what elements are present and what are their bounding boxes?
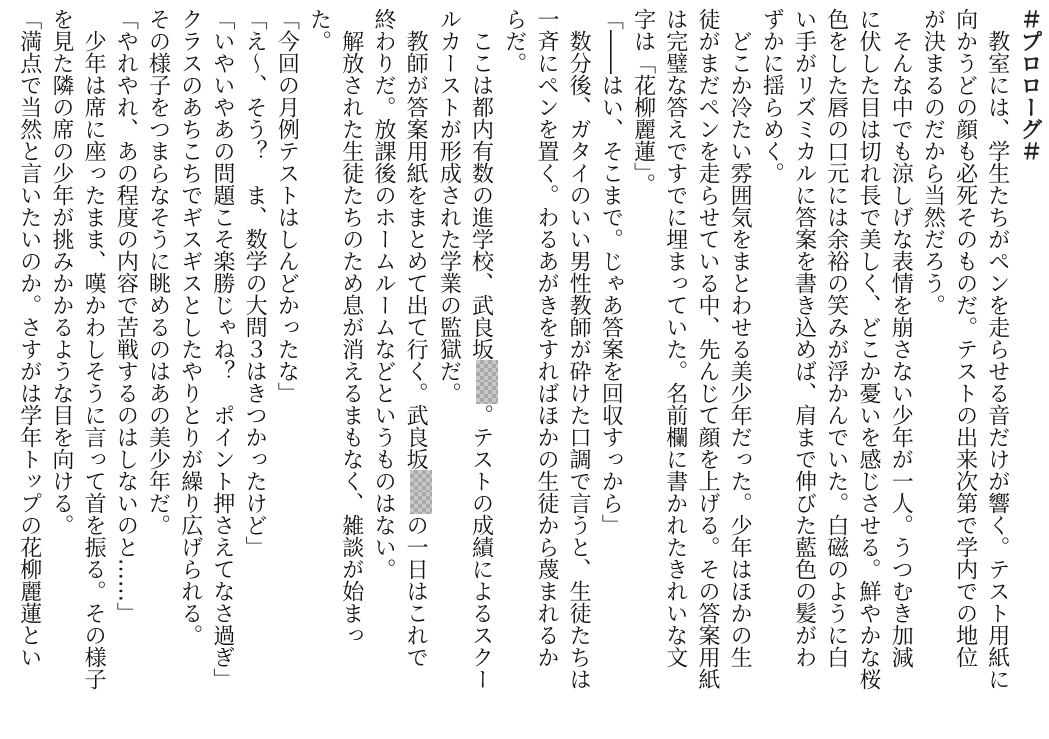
text-line: 数分後、ガタイのいい男性教師が砕けた口調で言うと、生徒たちは (566, 8, 592, 690)
text-line: 解放された生徒たちのため息が消えるまもなく、雑談が始まっ (338, 8, 364, 646)
body-lines (13, 8, 1013, 736)
text-line: 「今回の月例テストはしんどかったな」 (274, 8, 300, 404)
text-line: 一斉にペンを置く。わるあがきをすればほかの生徒から蔑まれるか (533, 8, 559, 668)
text-line: が決まるのだから当然だろう。 (920, 8, 946, 316)
text-line: 教師が答案用紙をまとめて出て行く。武良坂の一日はこれで (399, 8, 432, 736)
text-line: 「え～、そう？ ま、数学の大問３はきつかったけど」 (242, 8, 268, 558)
text-line: そんな中でも涼しげな表情を崩さない少年が一人。うつむき加減 (888, 8, 914, 668)
text-line: い手がリズミカルに答案を書き込めば、肩まで伸びた藍色の髪がわ (791, 8, 817, 668)
text-line: 終わりだ。放課後のホームルームなどというものはない。 (370, 8, 396, 580)
text-line: 徒がまだペンを走らせている中、先んじて顔を上げる。その答案用紙 (694, 8, 720, 690)
text-line: 「――はい、そこまで。じゃあ答案を回収すっから」 (598, 8, 624, 536)
text-line: ずかに揺らめく。 (759, 8, 785, 184)
text-line: に伏した目は切れ長で美しく、どこか憂いを感じさせる。鮮やかな桜 (855, 8, 881, 690)
text-line: どこか冷たい雰囲気をまとわせる美少年だった。少年はほかの生 (727, 8, 753, 668)
text-line: らだ。 (501, 8, 527, 74)
text-line: を見た隣の席の少年が挑みかかるような目を向ける。 (48, 8, 74, 536)
text-line: 教室には、学生たちがペンを走らせる音だけが響く。テスト用紙に (984, 8, 1010, 690)
text-line: 少年は席に座ったまま、嘆かわしそうに言って首を振る。その様子 (81, 8, 107, 690)
text-line: は完璧な答えですでに埋まっていた。名前欄に書かれたきれいな文 (662, 8, 688, 668)
censor-mosaic (476, 360, 498, 382)
censor-mosaic (476, 382, 498, 404)
chapter-heading: ＃プロローグ＃ (1017, 8, 1042, 162)
text-line: 「いやいやあの問題こそ楽勝じゃね？ ポイント押さえてなさ過ぎ」 (209, 8, 235, 690)
text-line: た。 (306, 8, 332, 52)
censor-mosaic (410, 492, 432, 514)
text-line: その様子をつまらなそうに眺めるのはあの美少年だ。 (145, 8, 171, 536)
text-line: ここは都内有数の進学校、武良坂。テストの成績によるスクー (464, 8, 497, 736)
text-line: クラスのあちこちでギスギスとしたやりとりが繰り広げられる。 (177, 8, 203, 646)
text-line: 字は「花柳麗蓮」。 (630, 8, 656, 195)
censor-mosaic (410, 470, 432, 492)
text-line: ルカーストが形成された学業の監獄だ。 (436, 8, 462, 404)
text-line: 「やれやれ、あの程度の内容で苦戦するのはしないのと……」 (113, 8, 139, 624)
text-line: 色をした唇の口元には余裕の笑みが浮かんでいた。白磁のように白 (823, 8, 849, 668)
text-line: 向かうどの顔も必死そのものだ。テストの出来次第で学内での地位 (952, 8, 978, 668)
text-line: 「満点で当然と言いたいのか。さすがは学年トップの花柳麗蓮とい (16, 8, 42, 668)
prologue-text (5, 8, 1045, 736)
